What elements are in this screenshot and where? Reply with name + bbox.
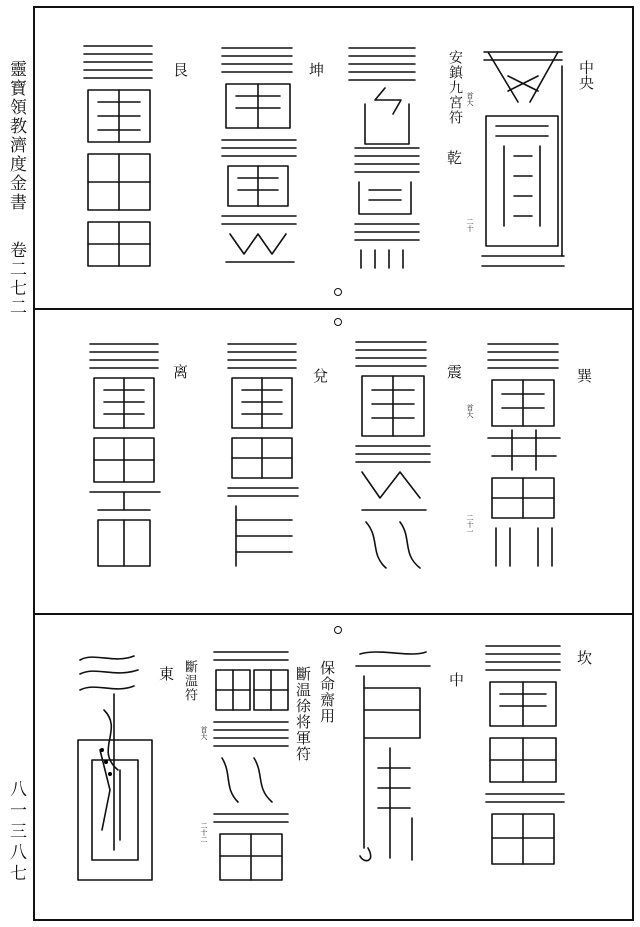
small-mark-b: 二十 [466,218,474,232]
label-zhen: 震 [445,364,463,379]
panel-divider-bottom [33,613,634,615]
talisman-glyph-icon [222,340,304,574]
small-mark-a: 首大 [466,404,474,418]
talisman-glyph-icon [74,650,160,890]
note-baoming: 保命齋用 [318,660,336,724]
talisman-glyph-icon [84,340,166,572]
talisman-glyph-icon [345,44,429,272]
label-qian: 乾 [445,150,463,165]
label-xun: 巽 [575,368,593,383]
page-number: 八一三八七 [6,780,26,885]
label-kun: 坤 [307,62,325,77]
volume-label: 卷二七二 [6,240,26,317]
panel-divider-top [33,308,634,310]
talisman-glyph-icon [480,642,570,870]
talisman-glyph-icon [208,646,294,890]
label-center: 中央 [577,60,595,90]
margin-book-title [4,60,28,317]
talisman-glyph-icon [478,46,570,271]
label-kan: 坎 [575,650,593,665]
label-gen: 艮 [171,62,189,77]
small-mark-a: 首大 [200,726,208,740]
talisman-glyph-icon [350,648,436,868]
ring-dot-icon [334,288,342,296]
small-mark-b: 二十一 [466,514,474,535]
ring-dot-icon [334,318,342,326]
small-mark-b: 二十二 [200,822,208,843]
talisman-glyph-icon [482,340,566,570]
label-dong: 東 [157,666,175,681]
label-dui: 兌 [311,368,329,383]
book-title: 靈寶領教濟度金書 [6,60,26,212]
talisman-glyph-icon [350,338,436,574]
label-qian-title: 安鎮九宮符 [447,50,463,125]
talisman-glyph-icon [78,42,162,270]
label-zhong: 中 [447,672,465,687]
small-mark-a: 首大 [466,92,474,106]
ring-dot-icon [334,626,342,634]
talisman-glyph-icon [216,44,302,269]
label-li: 离 [171,364,189,379]
note-duanwen-xu: 斷温徐将軍符 [294,666,312,762]
note-duanwen: 斷温符 [182,660,197,702]
